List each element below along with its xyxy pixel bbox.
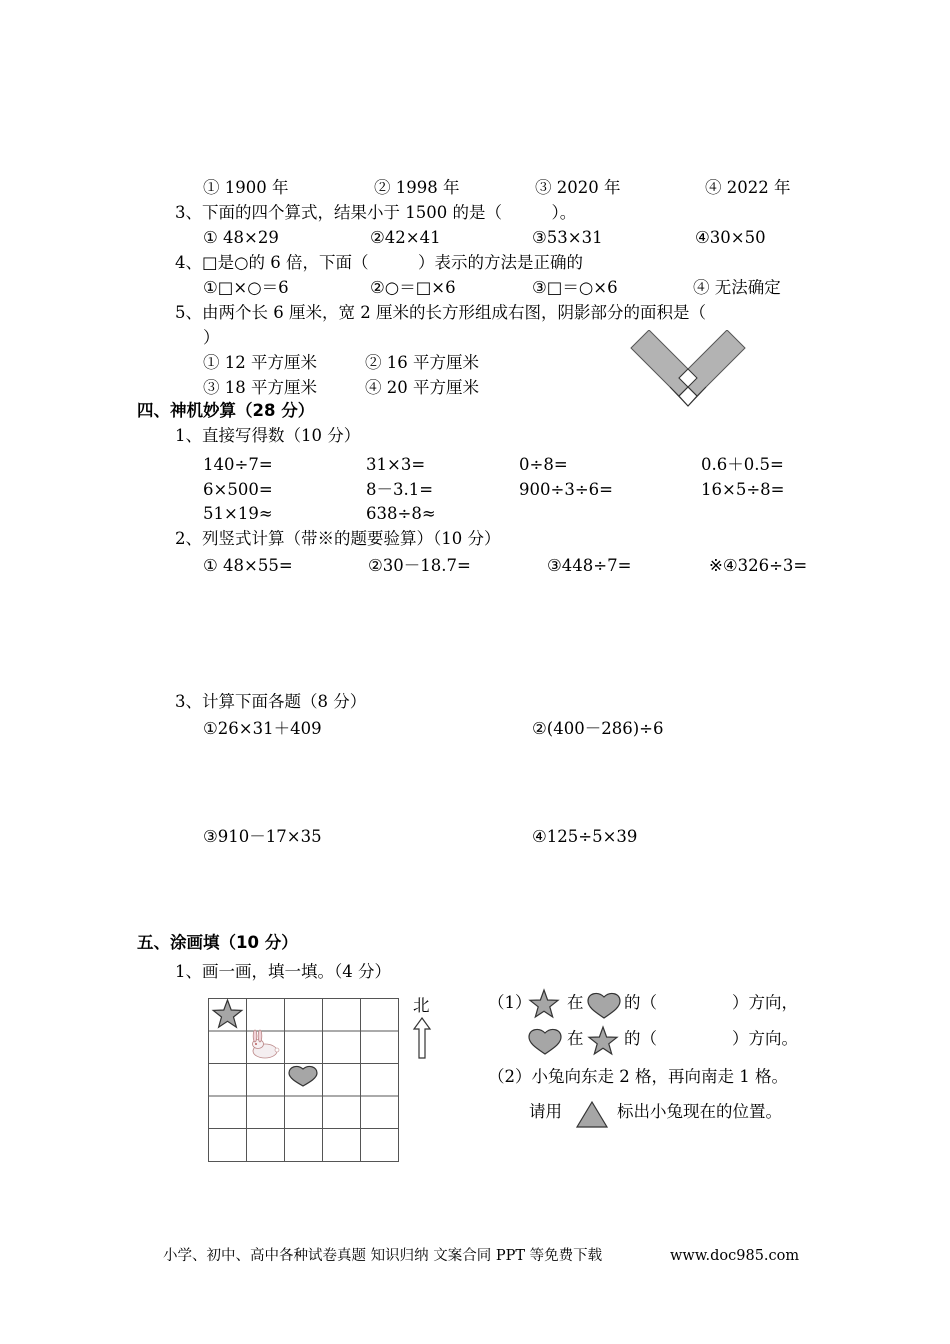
q2-option-2: ② 1998 年 — [374, 178, 460, 197]
q2-option-3: ③ 2020 年 — [535, 178, 621, 197]
s4-p2-item-1: ① 48×55= — [203, 556, 293, 575]
heart-icon-2 — [527, 1026, 563, 1056]
q2-option-4: ④ 2022 年 — [705, 178, 791, 197]
s5-q1-number: （1） — [488, 993, 532, 1012]
s5-p1-title: 1、画一画，填一填。（4 分） — [175, 962, 391, 981]
q5-option-3: ③ 18 平方厘米 — [203, 378, 317, 397]
s4-p1-r1-c2: 31×3= — [366, 455, 426, 474]
grid-star-icon — [213, 1000, 242, 1027]
s4-p3-item-3: ③910－17×35 — [203, 827, 322, 846]
q5-option-4: ④ 20 平方厘米 — [365, 378, 479, 397]
s5-q1a-zai: 在 — [567, 993, 584, 1012]
rabbit-icon — [253, 1030, 280, 1058]
s4-p3-item-2: ②(400－286)÷6 — [532, 719, 664, 738]
q3-option-1: ① 48×29 — [203, 228, 279, 247]
q2-option-1: ① 1900 年 — [203, 178, 289, 197]
s5-q2-post: 标出小兔现在的位置。 — [617, 1102, 782, 1121]
s4-p1-r2-c3: 900÷3÷6= — [519, 480, 613, 499]
s5-q1b-zai: 在 — [567, 1029, 584, 1048]
s4-p2-title: 2、列竖式计算（带※的题要验算）（10 分） — [175, 529, 501, 548]
s4-p2-item-4: ※④326÷3= — [709, 556, 808, 575]
s4-p1-r2-c1: 6×500= — [203, 480, 273, 499]
section4-title: 四、神机妙算（28 分） — [137, 401, 315, 420]
s5-q1a-de: 的（ — [624, 993, 657, 1012]
q5-stem-line2: ） — [203, 328, 220, 347]
s4-p1-r2-c2: 8－3.1= — [366, 480, 434, 499]
s4-p1-r2-c4: 16×5÷8= — [701, 480, 785, 499]
q4-option-2: ②○＝□×6 — [370, 278, 456, 297]
s4-p2-item-3: ③448÷7= — [547, 556, 632, 575]
s4-p3-item-1: ①26×31＋409 — [203, 719, 322, 738]
q3-stem: 3、下面的四个算式，结果小于 1500 的是（ ）。 — [175, 203, 577, 222]
grid-heart-icon — [289, 1066, 317, 1086]
s4-p2-item-2: ②30－18.7= — [368, 556, 471, 575]
s5-q1b-end: ）方向。 — [732, 1029, 798, 1048]
s4-p1-r3-c1: 51×19≈ — [203, 504, 273, 523]
s4-p1-title: 1、直接写得数（10 分） — [175, 426, 361, 445]
q3-option-2: ②42×41 — [370, 228, 441, 247]
s5-q1b-de: 的（ — [624, 1029, 657, 1048]
s5-q1a-end: ）方向， — [732, 993, 798, 1012]
s5-q2-pre: 请用 — [529, 1102, 562, 1121]
star-icon — [528, 988, 560, 1020]
north-arrow-icon — [412, 1017, 432, 1059]
q5-option-1: ① 12 平方厘米 — [203, 353, 317, 372]
section5-title: 五、涂画填（10 分） — [137, 933, 298, 952]
s4-p3-item-4: ④125÷5×39 — [532, 827, 638, 846]
q4-option-3: ③□＝○×6 — [532, 278, 618, 297]
q4-stem: 4、□是○的 6 倍，下面（ ）表示的方法是正确的 — [175, 253, 583, 272]
star-icon-2 — [587, 1025, 619, 1057]
footer-url[interactable]: www.doc985.com — [670, 1248, 800, 1264]
s5-q2: （2）小兔向东走 2 格，再向南走 1 格。 — [488, 1067, 788, 1086]
s4-p1-r1-c1: 140÷7= — [203, 455, 273, 474]
footer-text: 小学、初中、高中各种试卷真题 知识归纳 文案合同 PPT 等免费下载 — [163, 1248, 603, 1264]
s4-p1-r1-c3: 0÷8= — [519, 455, 568, 474]
s4-p1-r3-c2: 638÷8≈ — [366, 504, 436, 523]
q4-option-4: ④ 无法确定 — [693, 278, 781, 297]
q4-option-1: ①□×○＝6 — [203, 278, 289, 297]
v-rectangles-figure — [628, 330, 748, 410]
s4-p3-title: 3、计算下面各题（8 分） — [175, 692, 367, 711]
heart-icon — [586, 990, 622, 1020]
q3-option-3: ③53×31 — [532, 228, 603, 247]
q5-option-2: ② 16 平方厘米 — [365, 353, 479, 372]
triangle-icon — [575, 1099, 609, 1129]
q5-stem-line1: 5、由两个长 6 厘米，宽 2 厘米的长方形组成右图，阴影部分的面积是（ — [175, 303, 706, 322]
q3-option-4: ④30×50 — [695, 228, 766, 247]
north-label: 北 — [413, 996, 430, 1015]
s4-p1-r1-c4: 0.6＋0.5= — [701, 455, 784, 474]
direction-grid — [207, 997, 401, 1164]
